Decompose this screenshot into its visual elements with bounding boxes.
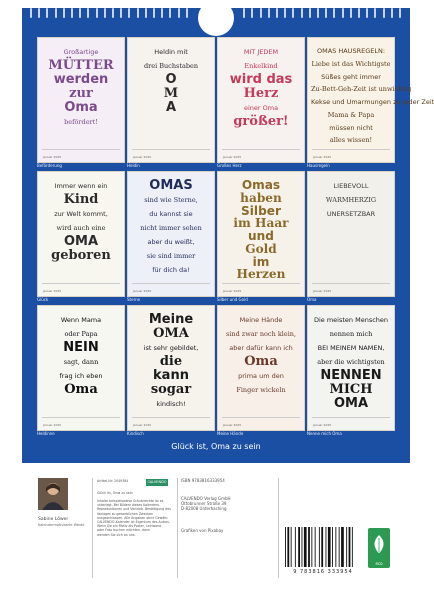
barcode — [283, 527, 363, 567]
barcode-bar — [339, 527, 340, 567]
quote-line: alles wissen! — [329, 136, 373, 145]
barcode-bar — [332, 527, 333, 567]
quote-line: OMA — [333, 396, 369, 411]
month-label: Januar 2025 — [313, 423, 332, 427]
quote-line: drei Buchstaben — [143, 62, 199, 70]
binding-ring — [96, 8, 98, 18]
binding-ring — [276, 8, 278, 18]
description-line: oder Foto buchen möchten, dann — [97, 528, 151, 533]
binding-ring — [342, 8, 344, 18]
binding-ring — [120, 8, 122, 18]
calvendo-logo: CALVENDO — [147, 480, 167, 484]
binding-ring — [243, 8, 245, 18]
barcode-bar — [308, 527, 310, 567]
month-thumbnail — [217, 305, 305, 431]
month-thumbnail — [217, 37, 305, 163]
binding-ring — [178, 8, 180, 18]
quote-artwork — [311, 41, 434, 148]
quote-line: OMA — [63, 234, 99, 249]
calendar-grid-line — [222, 149, 300, 150]
binding-ring — [284, 8, 286, 18]
binding-ring — [366, 8, 368, 18]
month-label: Januar 2025 — [43, 155, 62, 159]
quote-line: Kekse und Umarmungen zu jeder Zeit — [311, 98, 434, 106]
quote-line: A — [165, 100, 177, 115]
thumbnail-caption: Sterne — [127, 297, 141, 302]
barcode-bar — [352, 527, 353, 567]
barcode-bar — [298, 527, 300, 567]
month-thumbnail — [127, 305, 215, 431]
publisher-line: D-82008 Unterhaching — [181, 506, 227, 511]
quote-line: Silber — [241, 203, 281, 218]
quote-line: Mama & Papa — [327, 110, 375, 119]
calendar-grid-line — [42, 417, 120, 418]
quote-line: einer Oma — [243, 104, 279, 112]
month-label: Januar 2025 — [223, 423, 242, 427]
publisher-line: Ottobrunner Straße 39 — [181, 501, 227, 506]
binding-ring — [161, 8, 163, 18]
quote-line: kindisch! — [156, 400, 186, 408]
barcode-bar — [287, 527, 289, 567]
calendar-grid-line — [132, 283, 210, 284]
quote-line: nennen mich — [329, 330, 373, 338]
month-thumbnail — [217, 171, 305, 297]
quote-line: OMAS HAUSREGELN: — [316, 47, 386, 55]
quote-artwork — [311, 309, 391, 416]
publisher-line: CALVENDO Verlag GmbH — [181, 496, 231, 501]
quote-line: du kannst sie — [149, 210, 193, 218]
binding-ring — [71, 8, 73, 18]
quote-artwork — [221, 309, 301, 416]
quote-artwork — [311, 175, 391, 282]
barcode-bar — [291, 527, 292, 567]
quote-line: nicht immer sehen — [140, 224, 202, 232]
quote-line: befördert! — [64, 118, 98, 126]
quote-line: Heldin mit — [154, 48, 188, 56]
binding-ring — [251, 8, 253, 18]
barcode-bar — [311, 527, 312, 567]
quote-line: aber du weißt, — [147, 238, 195, 246]
binding-ring — [383, 8, 385, 18]
quote-line: Oma — [64, 100, 98, 115]
description-line: ausgeschlossen. Alle Angaben ohne Gewähr. — [97, 515, 169, 520]
month-thumbnail — [307, 171, 395, 297]
month-label: Januar 2025 — [313, 155, 332, 159]
quote-line: die — [159, 354, 183, 369]
quote-line: NEIN — [63, 340, 99, 355]
divider — [177, 478, 178, 578]
description-line: Verlages zu gewerblichen Zwecken — [97, 511, 154, 516]
binding-ring — [391, 8, 393, 18]
binding-ring — [325, 8, 327, 18]
thumbnail-caption: Hausregeln — [307, 163, 330, 168]
month-label: Januar 2025 — [313, 289, 332, 293]
eco-label: eco — [375, 561, 383, 566]
quote-line: NENNEN — [320, 368, 382, 383]
author-name: Sabine Löwer — [38, 517, 69, 522]
calendar-grid-line — [222, 283, 300, 284]
quote-artwork — [131, 175, 211, 282]
binding-ring — [333, 8, 335, 18]
barcode-number: 9 783816 333954 — [293, 569, 353, 575]
quote-line: LIEBEVOLL — [333, 182, 369, 190]
quote-line: größer! — [233, 114, 289, 129]
calendar-grid-line — [42, 283, 120, 284]
quote-artwork — [131, 309, 211, 416]
publisher-address — [181, 496, 231, 511]
binding-ring — [292, 8, 294, 18]
quote-line: geboren — [51, 248, 111, 263]
barcode-bar — [285, 527, 286, 567]
quote-line: sind wie Sterne, — [144, 196, 198, 204]
quote-line: Süßes geht immer — [321, 72, 381, 81]
month-label: Januar 2025 — [223, 289, 242, 293]
quote-line: für dich da! — [152, 266, 190, 274]
thumbnail-caption: Glück — [37, 297, 49, 302]
description-line: Inhalte beispielsweise Schutzrechte ist es — [97, 499, 164, 503]
calendar-title: Glück ist, Oma zu sein — [171, 442, 261, 451]
quote-artwork — [41, 175, 121, 282]
quote-line: Großartige — [63, 48, 99, 56]
month-thumbnail — [37, 171, 125, 297]
binding-ring — [104, 8, 106, 18]
thumbnail-caption: Kindisch — [127, 431, 144, 436]
divider — [278, 478, 279, 578]
binding-ring — [38, 8, 40, 18]
calendar-grid-line — [312, 283, 390, 284]
quote-line: BEI MEINEM NAMEN, — [317, 344, 385, 352]
binding-ring — [301, 8, 303, 18]
barcode-bar — [335, 527, 336, 567]
quote-line: MICH — [329, 382, 373, 397]
legal-description — [97, 499, 175, 537]
quote-line: Immer wenn ein — [54, 182, 108, 190]
binding-ring — [112, 8, 114, 18]
quote-line: aber dafür kann ich — [229, 344, 293, 352]
quote-line: Meine — [148, 312, 194, 327]
isbn: ISBN 9783816333954 — [181, 478, 225, 483]
subtitle-small: Glück ist, Oma zu sein — [97, 491, 133, 495]
binding-ring — [79, 8, 81, 18]
thumbnail-caption: Oma — [307, 297, 317, 302]
quote-line: M — [163, 86, 179, 101]
description-line: unterlegt. Bei Bildern dieses Kalenders — [97, 503, 159, 508]
quote-line: sagt, dann — [63, 358, 99, 366]
binding-ring — [350, 8, 352, 18]
quote-line: OMAS — [149, 178, 193, 193]
barcode-bar — [302, 527, 303, 567]
description-line: CALVENDO-Kalender ist Eigentum des Autors. — [97, 520, 170, 525]
binding-ring — [128, 8, 130, 18]
calendar-grid-line — [312, 417, 390, 418]
quote-line: zur Welt kommt, — [54, 210, 108, 218]
quote-line: Oma — [64, 382, 98, 397]
quote-line: aber die wichtigsten — [317, 358, 385, 366]
quote-line: OMA — [153, 326, 189, 341]
spiral-binding — [22, 8, 410, 20]
quote-line: sie sind immer — [146, 252, 196, 260]
binding-ring — [63, 8, 65, 18]
calendar-grid-line — [132, 149, 210, 150]
quote-line: wird auch eine — [56, 224, 106, 232]
binding-ring — [268, 8, 270, 18]
month-label: Januar 2025 — [223, 155, 242, 159]
quote-line: Wenn Mama — [60, 316, 102, 324]
quote-line: Herzen — [236, 267, 286, 282]
quote-line: Herz — [243, 86, 279, 101]
thumbnail-caption: Beförderung — [37, 163, 62, 168]
quote-artwork — [221, 41, 301, 148]
leaf-icon — [372, 534, 386, 554]
month-label: Januar 2025 — [43, 289, 62, 293]
divider — [92, 478, 93, 578]
thumbnail-caption: Heldinne — [37, 431, 55, 436]
quote-line: sind zwar noch klein, — [225, 330, 297, 338]
barcode-bar — [341, 527, 344, 567]
eco-badge — [368, 528, 390, 568]
quote-line: kann — [153, 368, 189, 383]
quote-line: Finger wickeln — [236, 386, 286, 394]
binding-ring — [309, 8, 311, 18]
binding-ring — [153, 8, 155, 18]
quote-artwork — [41, 309, 121, 416]
quote-line: und — [248, 229, 274, 243]
calendar-grid-line — [42, 149, 120, 150]
author-photo — [38, 478, 68, 510]
quote-line: O — [165, 72, 177, 87]
month-label: Januar 2025 — [133, 289, 152, 293]
quote-line: prima um den — [238, 372, 284, 380]
quote-line: frag ich eben — [59, 372, 103, 380]
quote-line: WARMHERZIG — [325, 196, 377, 204]
quote-artwork — [41, 41, 121, 148]
barcode-bar — [328, 527, 331, 567]
quote-line: müssen nicht — [329, 123, 373, 132]
quote-line: oder Papa — [64, 330, 98, 338]
binding-ring — [399, 8, 401, 18]
month-thumbnail — [127, 37, 215, 163]
month-thumbnail — [307, 37, 434, 163]
binding-ring — [186, 8, 188, 18]
barcode-bar — [304, 527, 307, 567]
thumbnail-caption: Silber und Gold — [217, 297, 248, 302]
quote-artwork — [221, 175, 301, 282]
quote-line: MIT JEDEM — [243, 48, 279, 56]
quote-line: zur — [69, 86, 93, 101]
barcode-bar — [321, 527, 323, 567]
quote-line: wird das — [229, 72, 293, 87]
month-thumbnail — [37, 37, 125, 163]
binding-ring — [145, 8, 147, 18]
binding-ring — [358, 8, 360, 18]
calendar-grid-line — [312, 149, 390, 150]
quote-line: sogar — [150, 382, 192, 397]
description-line: Reproduktionen und Vertrieb. Bestätigung des — [97, 507, 171, 512]
month-thumbnail — [37, 305, 125, 431]
description-line: Wenn Sie ein Motiv als Poster, Leinwand — [97, 524, 162, 529]
month-label: Januar 2025 — [43, 423, 62, 427]
quote-line: Omas — [241, 178, 281, 192]
quote-line: im — [252, 254, 270, 269]
month-thumbnail — [127, 171, 215, 297]
quote-line: Liebe ist das Wichtigste — [311, 59, 391, 68]
binding-ring — [169, 8, 171, 18]
binding-ring — [87, 8, 89, 18]
quote-line: Meine Hände — [239, 316, 283, 324]
thumbnail-caption: Heldin — [127, 163, 140, 168]
article-number: Artikel-Nr: 2049384 — [97, 479, 129, 483]
quote-line: Enkelkind — [244, 62, 278, 70]
month-label: Januar 2025 — [133, 423, 152, 427]
quote-line: ist sehr gebildet, — [143, 344, 199, 352]
quote-line: Die meisten Menschen — [313, 316, 389, 324]
barcode-bar — [319, 527, 320, 567]
binding-ring — [46, 8, 48, 18]
calendar-grid-line — [132, 417, 210, 418]
binding-ring — [374, 8, 376, 18]
quote-line: im Haar — [233, 216, 289, 231]
barcode-bar — [326, 527, 327, 567]
barcode-bar — [295, 527, 296, 567]
quote-line: werden — [53, 72, 109, 87]
graphics-credit: Grafiken von Pixabay — [181, 528, 224, 533]
binding-ring — [260, 8, 262, 18]
thumbnail-caption: Nenne mich Oma — [307, 431, 342, 436]
quote-line: Zu-Bett-Geh-Zeit ist unwichtig — [311, 85, 412, 94]
barcode-bar — [349, 527, 351, 567]
month-label: Januar 2025 — [133, 155, 152, 159]
quote-line: Kind — [63, 192, 99, 207]
binding-ring — [55, 8, 57, 18]
quote-artwork — [131, 41, 211, 148]
author-subtitle: Kalendermotivkarte Weide — [38, 523, 85, 527]
barcode-bar — [315, 527, 316, 567]
thumbnail-caption: Großes Herz — [217, 163, 242, 168]
description-line: wenden Sie sich an uns. — [97, 532, 136, 537]
thumbnail-caption: Meine Hände — [217, 431, 244, 436]
calendar-grid-line — [222, 417, 300, 418]
barcode-bar — [346, 527, 347, 567]
binding-ring — [30, 8, 32, 18]
quote-line: Oma — [244, 354, 278, 369]
month-thumbnail — [307, 305, 395, 431]
quote-line: UNERSETZBAR — [326, 210, 376, 218]
quote-line: MÜTTER — [48, 58, 114, 73]
quote-line: haben — [240, 190, 282, 205]
binding-ring — [137, 8, 139, 18]
binding-ring — [317, 8, 319, 18]
quote-line: Gold — [245, 241, 277, 256]
